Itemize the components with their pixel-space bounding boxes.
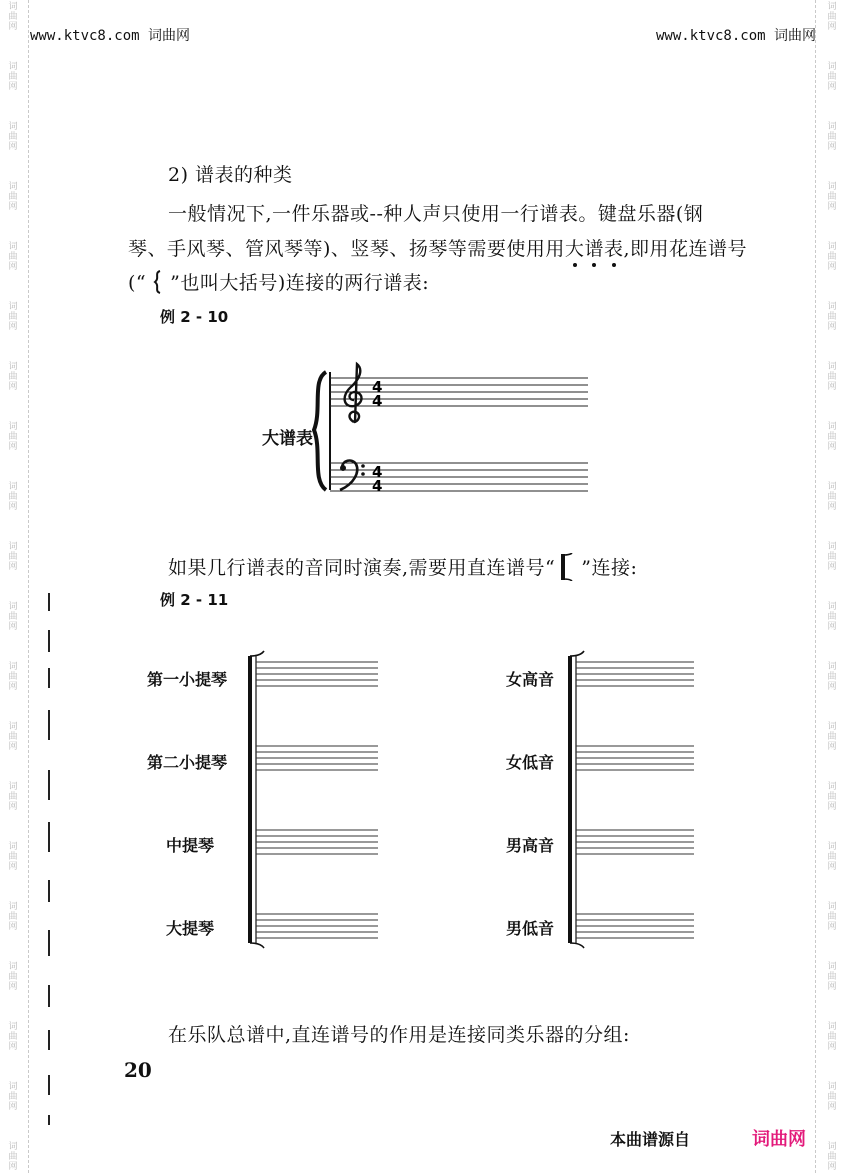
paragraph1-line3-a: (“ bbox=[128, 272, 147, 294]
gutter-mark bbox=[48, 985, 50, 1007]
instrument-label: 第二小提琴 bbox=[147, 753, 228, 772]
side-stamp-text: 词 曲 网 bbox=[8, 842, 18, 872]
side-stamp-text: 词 曲 网 bbox=[8, 422, 18, 452]
header-left-url[interactable]: www.ktvc8.com bbox=[30, 28, 140, 44]
choir-staff-system bbox=[560, 650, 700, 950]
side-stamp-text: 词 曲 网 bbox=[827, 62, 837, 92]
gutter-mark bbox=[48, 668, 50, 688]
side-stamp-text: 词 曲 网 bbox=[8, 782, 18, 812]
side-stamp-text: 词 曲 网 bbox=[8, 662, 18, 692]
side-stamp-text: 词 曲 网 bbox=[827, 842, 837, 872]
side-stamp-text: 词 曲 网 bbox=[8, 602, 18, 632]
instrument-label: 大提琴 bbox=[166, 919, 215, 938]
bass-time-top: 4 bbox=[372, 463, 383, 481]
header-left-site[interactable]: 词曲网 bbox=[148, 28, 191, 44]
footer-brand-link[interactable]: 词曲网 bbox=[752, 1129, 806, 1150]
gutter-mark bbox=[48, 1115, 50, 1125]
emph-char: 大 bbox=[564, 238, 585, 260]
side-stamp-text: 词 曲 网 bbox=[827, 242, 837, 272]
example2-label: 例 2 - 11 bbox=[160, 591, 229, 609]
side-stamp-text: 词 曲 网 bbox=[8, 122, 18, 152]
side-stamp-text: 词 曲 网 bbox=[8, 482, 18, 512]
treble-time-bottom: 4 bbox=[372, 392, 383, 410]
gutter-mark bbox=[48, 630, 50, 652]
voice-label: 女高音 bbox=[506, 670, 555, 689]
header-right-site[interactable]: 词曲网 bbox=[774, 28, 817, 44]
treble-clef-icon bbox=[345, 364, 362, 422]
voice-label: 男高音 bbox=[506, 836, 555, 855]
treble-time-top: 4 bbox=[372, 378, 383, 396]
gutter-mark bbox=[48, 1075, 50, 1095]
instrument-label: 第一小提琴 bbox=[147, 670, 228, 689]
side-stamp-text: 词 曲 网 bbox=[827, 602, 837, 632]
brace-symbol-icon bbox=[146, 270, 170, 294]
emph-char: 表 bbox=[603, 238, 624, 260]
side-stamp-text: 词 曲 网 bbox=[8, 542, 18, 572]
side-stamp-text: 词 曲 网 bbox=[827, 542, 837, 572]
side-stamp-text: 词 曲 网 bbox=[8, 1142, 18, 1172]
grand-staff bbox=[310, 360, 600, 500]
paragraph1-line3 bbox=[128, 268, 429, 295]
paragraph1-line2-b: ,即用花连谱号 bbox=[623, 238, 748, 260]
right-border bbox=[815, 0, 844, 1173]
straight-bracket-icon bbox=[250, 651, 264, 948]
footer-source-label: 本曲谱源自 bbox=[610, 1130, 691, 1149]
side-stamp-text: 词 曲 网 bbox=[827, 722, 837, 752]
side-stamp-text: 词 曲 网 bbox=[827, 1142, 837, 1172]
side-stamp-text: 词 曲 网 bbox=[827, 122, 837, 152]
paragraph1-line1: 一般情况下,一件乐器或--种人声只使用一行谱表。键盘乐器(钢 bbox=[168, 203, 704, 225]
side-stamp-text: 词 曲 网 bbox=[8, 242, 18, 272]
side-stamp-text: 词 曲 网 bbox=[827, 662, 837, 692]
bass-staff-lines bbox=[330, 463, 588, 491]
gutter-mark bbox=[48, 930, 50, 956]
side-stamp-text: 词 曲 网 bbox=[8, 302, 18, 332]
side-stamp-text: 词 曲 网 bbox=[827, 962, 837, 992]
gutter-mark bbox=[48, 822, 50, 852]
orchestra-staff-system bbox=[240, 650, 385, 950]
side-stamp-text: 词 曲 网 bbox=[827, 302, 837, 332]
side-stamp-text: 词 曲 网 bbox=[827, 782, 837, 812]
treble-staff-lines bbox=[330, 378, 588, 406]
straight-bracket-icon bbox=[570, 651, 584, 948]
gutter-mark bbox=[48, 1030, 50, 1050]
bracket-symbol-icon bbox=[555, 553, 581, 581]
side-stamp-text: 词 曲 网 bbox=[8, 62, 18, 92]
side-stamp-text: 词 曲 网 bbox=[827, 1022, 837, 1052]
side-stamp-text: 词 曲 网 bbox=[8, 962, 18, 992]
gutter-mark bbox=[48, 880, 50, 902]
emph-char: 谱 bbox=[584, 238, 604, 260]
example1-label: 例 2 - 10 bbox=[160, 308, 229, 326]
grand-brace-icon bbox=[314, 372, 326, 490]
voice-label: 男低音 bbox=[506, 919, 555, 938]
gutter-mark bbox=[48, 593, 50, 611]
side-stamp-text: 词 曲 网 bbox=[8, 1022, 18, 1052]
paragraph2-a: 如果几行谱表的音同时演奏,需要用直连谱号“ bbox=[168, 557, 556, 579]
side-stamp-text: 词 曲 网 bbox=[827, 362, 837, 392]
side-stamp-text: 词 曲 网 bbox=[827, 422, 837, 452]
side-stamp-text: 词 曲 网 bbox=[8, 1082, 18, 1112]
gutter-mark bbox=[48, 710, 50, 740]
bass-time-bottom: 4 bbox=[372, 477, 383, 495]
side-stamp-text: 词 曲 网 bbox=[827, 182, 837, 212]
side-stamp-text: 词 曲 网 bbox=[827, 2, 837, 32]
header-right[interactable] bbox=[656, 25, 816, 45]
side-stamp-text: 词 曲 网 bbox=[827, 902, 837, 932]
grand-staff-label: 大谱表 bbox=[262, 429, 313, 449]
side-stamp-text: 词 曲 网 bbox=[827, 1082, 837, 1112]
gutter-mark bbox=[48, 770, 50, 800]
page-number: 20 bbox=[124, 1058, 152, 1082]
paragraph3: 在乐队总谱中,直连谱号的作用是连接同类乐器的分组: bbox=[168, 1024, 630, 1046]
left-border bbox=[0, 0, 29, 1173]
instrument-label: 中提琴 bbox=[166, 836, 215, 855]
side-stamp-text: 词 曲 网 bbox=[8, 362, 18, 392]
side-stamp-text: 词 曲 网 bbox=[8, 182, 18, 212]
side-stamp-text: 词 曲 网 bbox=[8, 902, 18, 932]
paragraph1-line2 bbox=[128, 234, 747, 261]
paragraph2 bbox=[168, 553, 637, 581]
paragraph1-line3-b: ”也叫大括号)连接的两行谱表: bbox=[170, 272, 430, 294]
header-right-url[interactable]: www.ktvc8.com bbox=[656, 28, 766, 44]
voice-label: 女低音 bbox=[506, 753, 555, 772]
header-left[interactable] bbox=[30, 25, 190, 45]
paragraph2-b: ”连接: bbox=[581, 557, 638, 579]
section-title: 2) 谱表的种类 bbox=[168, 164, 293, 186]
side-stamp-text: 词 曲 网 bbox=[827, 482, 837, 512]
paragraph1-line2-a: 琴、手风琴、管风琴等)、竖琴、扬琴等需要使用用 bbox=[128, 238, 565, 260]
side-stamp-text: 词 曲 网 bbox=[8, 722, 18, 752]
side-stamp-text: 词 曲 网 bbox=[8, 2, 18, 32]
bass-clef-icon bbox=[340, 461, 365, 490]
